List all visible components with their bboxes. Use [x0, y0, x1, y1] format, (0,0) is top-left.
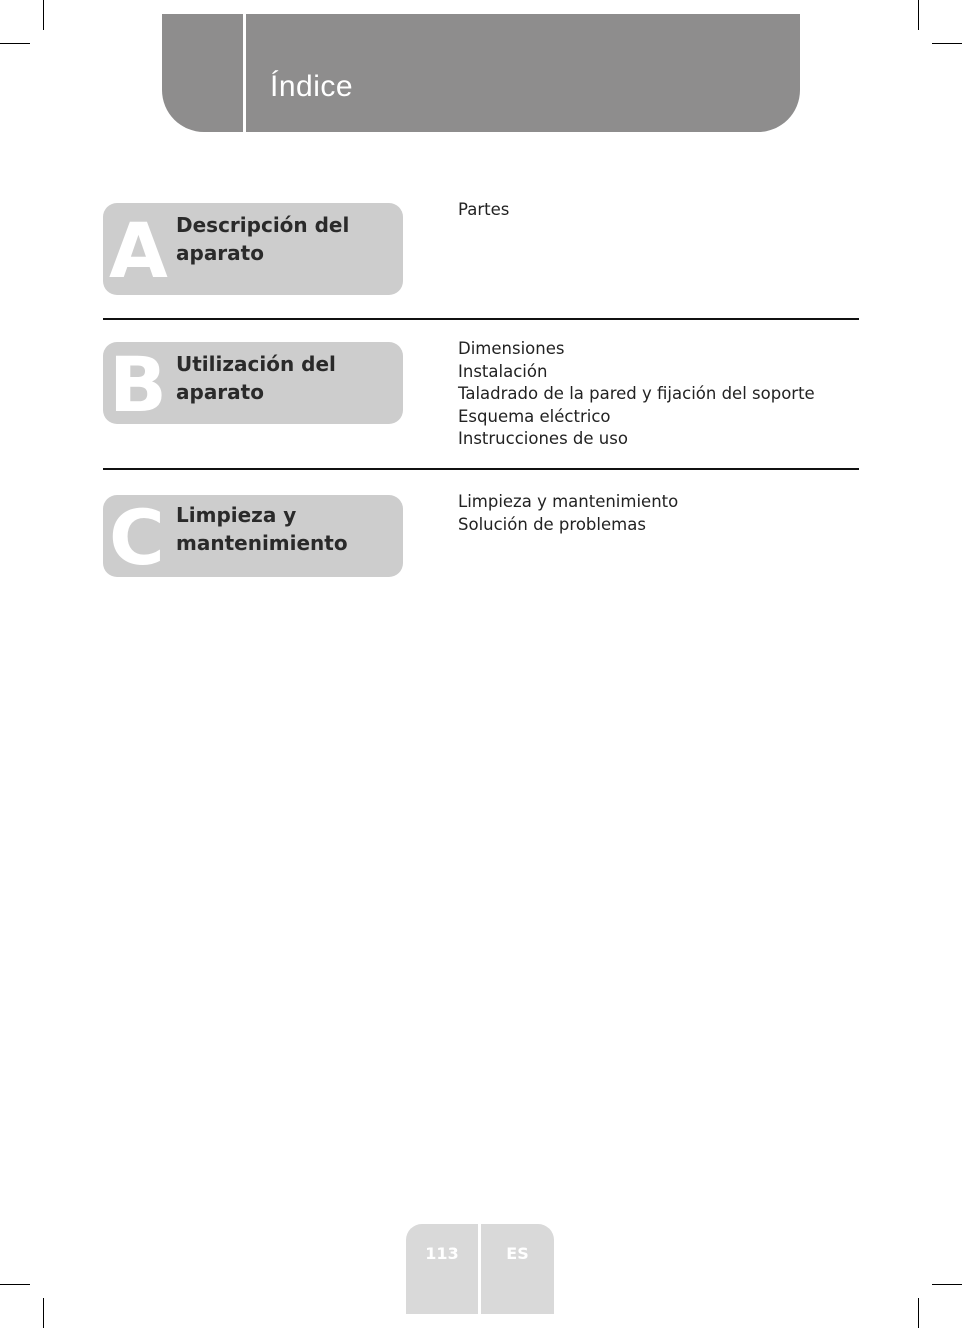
section-items-a [458, 199, 858, 222]
section-letter: C [109, 493, 165, 582]
crop-mark [0, 43, 30, 44]
page-number: 113 [406, 1224, 478, 1314]
section-items-c [458, 491, 858, 536]
crop-mark [932, 1284, 962, 1285]
section-divider [103, 468, 859, 470]
section-items-b [458, 338, 858, 451]
list-item: Dimensiones [458, 339, 565, 358]
language-badge: ES [481, 1224, 554, 1314]
list-item: Esquema eléctrico [458, 406, 611, 426]
crop-mark [918, 1298, 919, 1328]
crop-mark [0, 1284, 30, 1285]
section-title: Utilización del aparato [176, 352, 336, 404]
section-divider [103, 318, 859, 320]
section-card-a[interactable] [103, 203, 403, 295]
header-divider [243, 14, 246, 132]
crop-mark [43, 1298, 44, 1328]
section-letter: B [109, 340, 167, 429]
section-letter: A [109, 206, 168, 295]
list-item: Limpieza y mantenimiento [458, 492, 679, 511]
section-title: Limpieza y mantenimiento [176, 503, 348, 555]
crop-mark [918, 0, 919, 30]
list-item: Partes [458, 200, 510, 219]
section-card-c[interactable] [103, 493, 403, 582]
section-title: Descripción del aparato [176, 213, 350, 265]
list-item: Instrucciones de uso [458, 429, 628, 448]
crop-mark [932, 43, 962, 44]
crop-mark [43, 0, 44, 30]
list-item: Taladrado de la pared y fijación del soporte [458, 384, 815, 403]
list-item: Instalación [458, 361, 548, 381]
page-title: Índice [270, 70, 354, 103]
list-item: Solución de problemas [458, 514, 646, 534]
header-tab [162, 14, 800, 132]
section-card-b[interactable] [103, 340, 403, 429]
